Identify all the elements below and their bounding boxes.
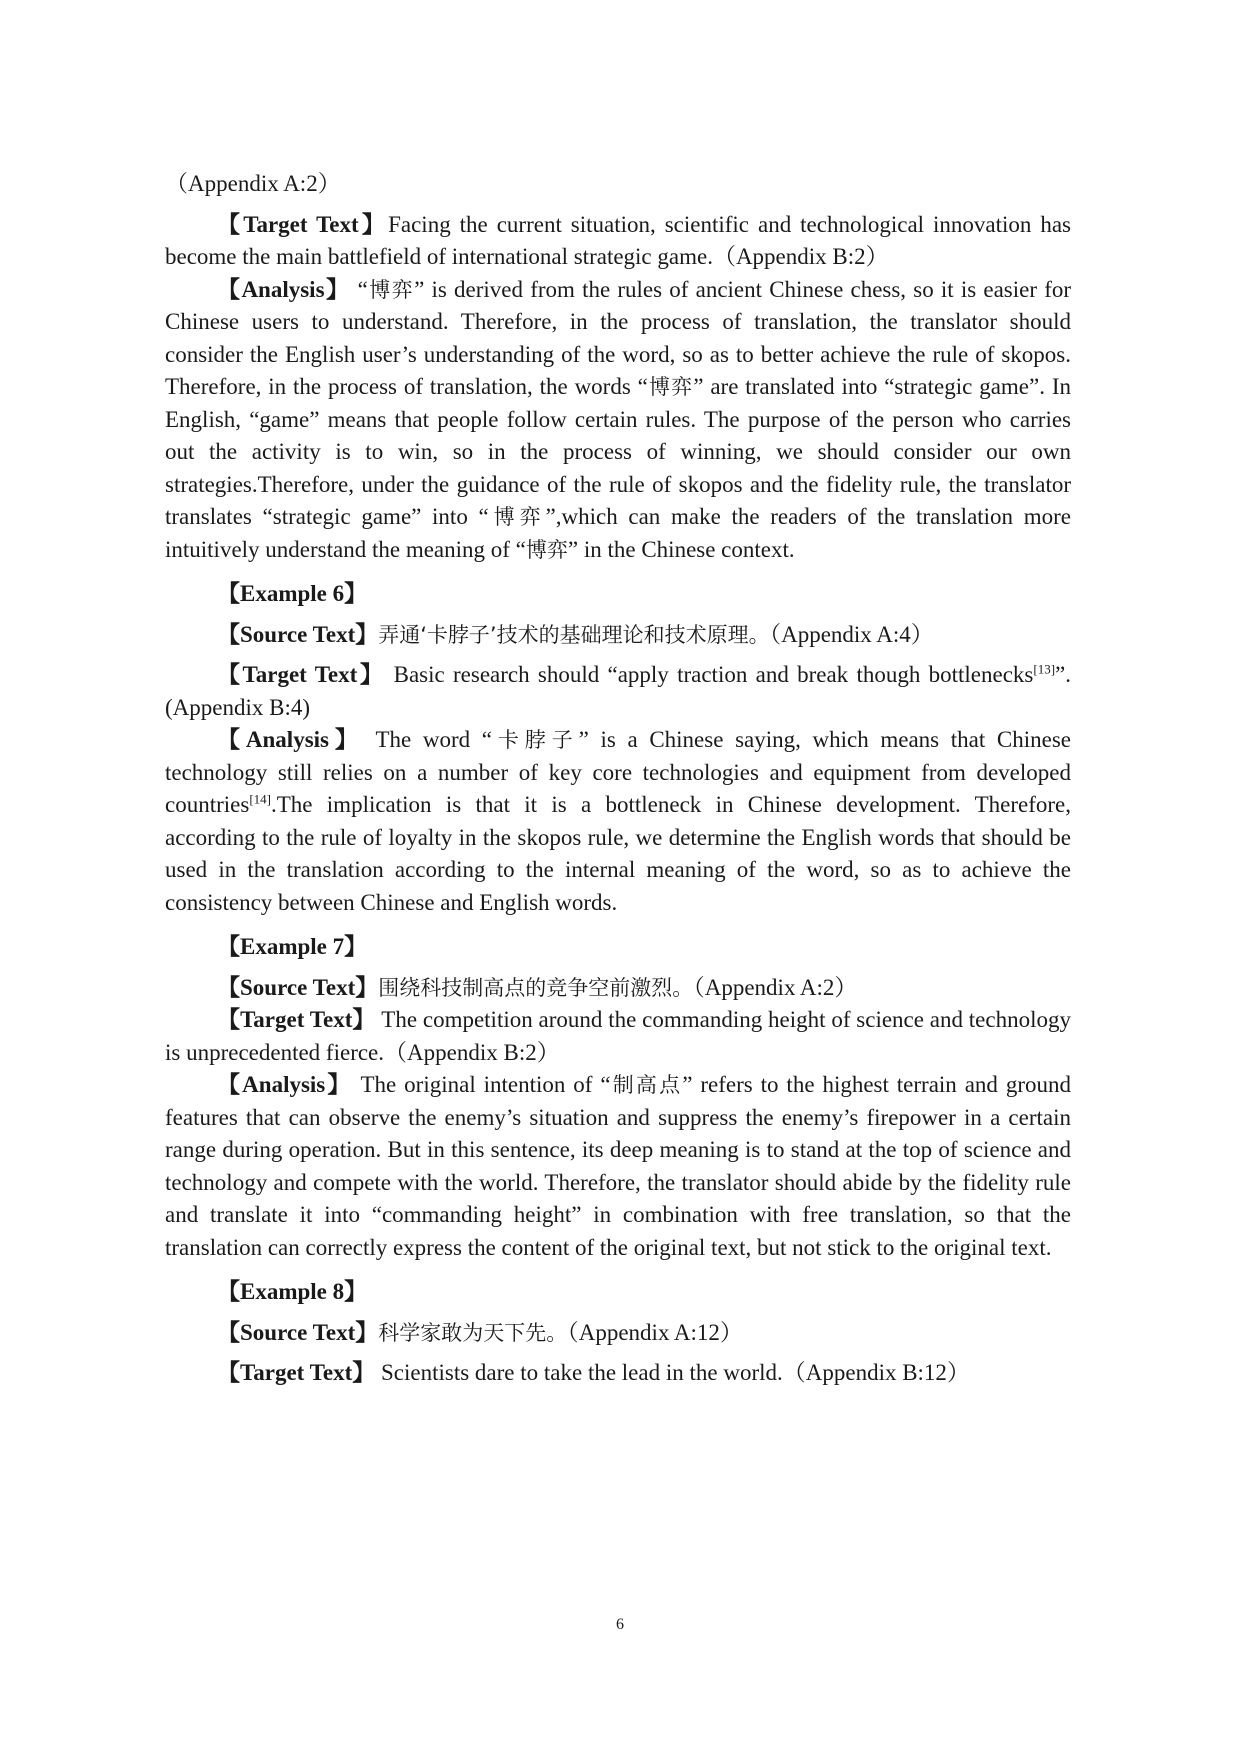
example-title: Example 6 xyxy=(240,581,345,606)
open-bracket: 【 xyxy=(217,581,240,606)
source-text-chinese: 围绕科技制高点的竞争空前激烈。 xyxy=(378,975,694,1000)
chinese-term: 卡脖子 xyxy=(492,728,579,752)
close-bracket: 】 xyxy=(357,662,386,687)
analysis-text: “ xyxy=(350,276,368,302)
close-bracket: 】 xyxy=(355,621,379,647)
close-bracket: 】 xyxy=(358,211,389,237)
source-text-chinese: 弄通‘卡脖子’技术的基础理论和技术原理。 xyxy=(378,622,770,647)
source-text-label: Source Text xyxy=(240,1319,356,1345)
analysis-text: The word “ xyxy=(363,727,492,752)
target-text-paragraph xyxy=(165,1357,1071,1390)
analysis-text: ” is a Chinese saying, which means that Chinese technology still relies on a number of key core technologies and equipment from developed countries xyxy=(165,727,1072,817)
close-bracket: 】 xyxy=(352,1360,376,1385)
appendix-reference-text: （Appendix A:2） xyxy=(165,171,341,196)
open-bracket: 【 xyxy=(217,621,240,647)
close-bracket: 】 xyxy=(344,581,368,606)
analysis-text: .The implication is that it is a bottleneck in Chinese development. Therefore, according to the rule of loyalty in the skopos rule, we determine the English words that should be used in the translation according to the internal meaning of the word, so as to achieve the consistency between Chinese and English words. xyxy=(165,792,1071,915)
source-text-paragraph xyxy=(165,1317,1071,1350)
target-text-body: The competition around the commanding height of science and technology is unprecedented fierce.（Appendix B:2） xyxy=(165,1007,1071,1065)
chinese-term: 博弈 xyxy=(367,277,415,302)
close-bracket: 】 xyxy=(344,1279,368,1304)
source-text-reference: （Appendix A:4） xyxy=(769,621,934,647)
target-text-body: Basic research should “apply traction and break though bottlenecks xyxy=(385,662,1034,687)
source-text-reference: （Appendix A:12） xyxy=(567,1319,743,1345)
close-bracket: 】 xyxy=(329,727,364,752)
analysis-paragraph xyxy=(165,1069,1071,1264)
source-text-chinese: 科学家敢为天下先。 xyxy=(378,1320,568,1345)
open-bracket: 【 xyxy=(217,974,240,1000)
page-number: 6 xyxy=(616,1616,624,1633)
citation-superscript: [13] xyxy=(1033,661,1056,677)
chinese-term: 博弈 xyxy=(525,537,568,562)
target-text-label: Target Text xyxy=(240,1360,353,1385)
target-text-label: Target Text xyxy=(240,1007,353,1032)
source-text-paragraph xyxy=(165,972,1071,1005)
open-bracket: 【 xyxy=(217,1007,241,1032)
analysis-paragraph xyxy=(165,724,1071,919)
analysis-label: Analysis xyxy=(242,1072,326,1097)
target-text-paragraph xyxy=(165,209,1071,274)
analysis-label: Analysis xyxy=(241,276,325,302)
close-bracket: 】 xyxy=(324,276,351,302)
analysis-text: ”,which can make the readers of the translation more intuitively understand the meaning of “ xyxy=(165,504,1071,562)
target-text-body: Scientists dare to take the lead in the world.（Appendix B:12） xyxy=(375,1360,970,1385)
target-text-body: ”.(Appendix B:4) xyxy=(165,662,1071,720)
open-bracket: 【 xyxy=(217,727,246,752)
analysis-paragraph xyxy=(165,274,1071,567)
source-text-paragraph xyxy=(165,619,1071,652)
open-bracket: 【 xyxy=(217,1072,243,1097)
appendix-reference xyxy=(165,168,1071,201)
open-bracket: 【 xyxy=(217,662,243,687)
close-bracket: 】 xyxy=(344,934,368,959)
chinese-term: 博弈 xyxy=(647,375,694,399)
close-bracket: 】 xyxy=(325,1072,353,1097)
example-heading xyxy=(165,578,1071,611)
open-bracket: 【 xyxy=(217,1279,240,1304)
open-bracket: 【 xyxy=(217,1319,240,1345)
close-bracket: 】 xyxy=(355,974,379,1000)
citation-superscript: [14] xyxy=(249,791,271,807)
close-bracket: 】 xyxy=(355,1319,379,1345)
source-text-label: Source Text xyxy=(240,621,356,647)
page-body xyxy=(165,168,1071,1390)
target-text-body: Facing the current situation, scientific and technological innovation has become the main battlefield of international strategic game.（Appendix B:2） xyxy=(165,211,1072,269)
open-bracket: 【 xyxy=(217,1360,240,1385)
chinese-term: 博弈 xyxy=(488,505,546,529)
analysis-text: ” is derived from the rules of ancient Chinese chess, so it is easier for Chinese users to understand. Therefore, in the process of translation, the translator should consider the English user’s understanding of the word, so as to better achieve the rule of skopos. Therefore, in the process of translation, the words “ xyxy=(165,276,1072,399)
open-bracket: 【 xyxy=(217,276,242,302)
example-heading xyxy=(165,1276,1071,1309)
analysis-text: The original intention of “ xyxy=(352,1072,611,1097)
analysis-text: ” refers to the highest terrain and ground features that can observe the enemy’s situation and suppress the enemy’s firepower in a certain range during operation. But in this sentence, its deep meaning is to stand at the top of science and technology and compete with the world. Therefore, the translator should abide by the fidelity rule and translate it into “commanding height” in combination with free translation, so that the translation can correctly express the content of the original text, but not stick to the original text. xyxy=(165,1072,1072,1260)
target-text-paragraph xyxy=(165,659,1071,724)
example-title: Example 7 xyxy=(240,934,345,959)
open-bracket: 【 xyxy=(217,934,240,959)
chinese-term: 制高点 xyxy=(610,1073,683,1097)
analysis-text: ” in the Chinese context. xyxy=(567,536,795,562)
target-text-label: Target Text xyxy=(243,211,359,237)
source-text-reference: （Appendix A:2） xyxy=(693,974,858,1000)
close-bracket: 】 xyxy=(352,1007,376,1032)
example-heading xyxy=(165,931,1071,964)
target-text-label: Target Text xyxy=(242,662,358,687)
source-text-label: Source Text xyxy=(240,974,356,1000)
target-text-paragraph xyxy=(165,1004,1071,1069)
open-bracket: 【 xyxy=(217,211,244,237)
example-title: Example 8 xyxy=(240,1279,345,1304)
analysis-label: Analysis xyxy=(245,727,329,752)
analysis-text: ” are translated into “strategic game”. In English, “game” means that people follow certain rules. The purpose of the person who carries out the activity is to win, so in the process of winning, we should consider our own strategies.Therefore, under the guidance of the rule of skopos and the fidelity rule, the translator translates “strategic game” into “ xyxy=(165,374,1071,529)
